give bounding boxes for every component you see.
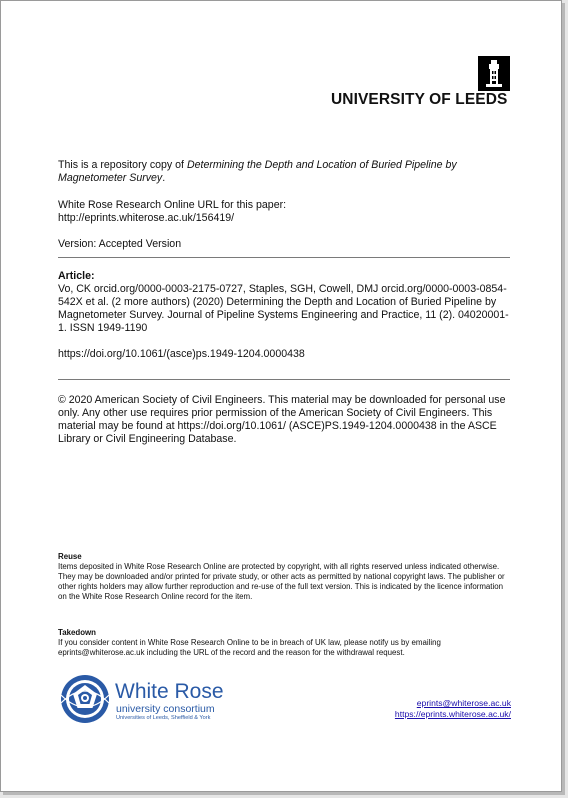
version-statement: Version: Accepted Version — [58, 238, 182, 250]
paper-url[interactable]: http://eprints.whiterose.ac.uk/156419/ — [58, 212, 235, 224]
white-rose-emblem-icon — [58, 673, 112, 725]
leeds-tower-logo — [478, 56, 510, 91]
white-rose-title: White Rose — [115, 680, 224, 703]
article-doi[interactable]: https://doi.org/10.1061/(asce)ps.1949-1204.0000438 — [58, 348, 305, 360]
url-block — [58, 199, 510, 225]
takedown-text: If you consider content in White Rose Research Online to be in breach of UK law, please notify us by emailing eprints@whiterose.ac.uk including the URL of the record and the reason for the withdrawal request. — [58, 638, 441, 657]
takedown-heading: Takedown — [58, 628, 96, 637]
intro-suffix: . — [162, 172, 166, 184]
website-link[interactable]: https://eprints.whiterose.ac.uk/ — [394, 709, 511, 719]
reuse-text: Items deposited in White Rose Research Online are protected by copyright, with all rights reserved unless indicated otherwise. They may be downloaded and/or printed for private study, or other acts as permitted by national copyright laws. The publisher or other rights holders may allow further reproduction and re-use of the full text version. This is indicated by the licence information on the White Rose Research Online record for the item. — [58, 562, 505, 601]
intro-prefix: This is a repository copy of — [58, 159, 187, 171]
white-rose-subtitle: university consortium — [116, 703, 215, 715]
university-name: UNIVERSITY OF LEEDS — [331, 91, 508, 108]
article-citation: Vo, CK orcid.org/0000-0003-2175-0727, Staples, SGH, Cowell, DMJ orcid.org/0000-0003-0854-542X et al. (2 more authors) (2020) Determining the Depth and Location of Buried Pipeline by Magnetometer Survey. Journal of Pipeline Systems Engineering and Practice, 11 (2). 04020001-1. ISSN 1949-1190 — [58, 283, 509, 334]
email-link[interactable]: eprints@whiterose.ac.uk — [416, 698, 511, 708]
article-block — [58, 270, 510, 335]
white-rose-members: Universities of Leeds, Sheffield & York — [116, 715, 211, 721]
white-rose-logo — [58, 673, 112, 730]
copyright-statement: © 2020 American Society of Civil Engineers. This material may be downloaded for personal use only. Any other use requires prior permission of the American Society of Civil Engineers. This material may be found at https://doi.org/10.1061/ (ASCE)PS.1949-1204.0000438 in the ASCE Library or Civil Engineering Database. — [58, 394, 506, 445]
divider — [58, 257, 510, 258]
takedown-section — [58, 628, 513, 658]
tower-icon — [478, 56, 510, 91]
url-label: White Rose Research Online URL for this paper: — [58, 199, 287, 211]
repository-copy-statement — [58, 159, 510, 185]
divider — [58, 379, 510, 380]
article-heading: Article: — [58, 270, 95, 282]
reuse-heading: Reuse — [58, 552, 82, 561]
reuse-section — [58, 552, 513, 602]
paper-title: Determining the Depth and Location of Buried Pipeline by Magnetometer Survey — [58, 159, 457, 184]
footer-links — [331, 698, 511, 720]
